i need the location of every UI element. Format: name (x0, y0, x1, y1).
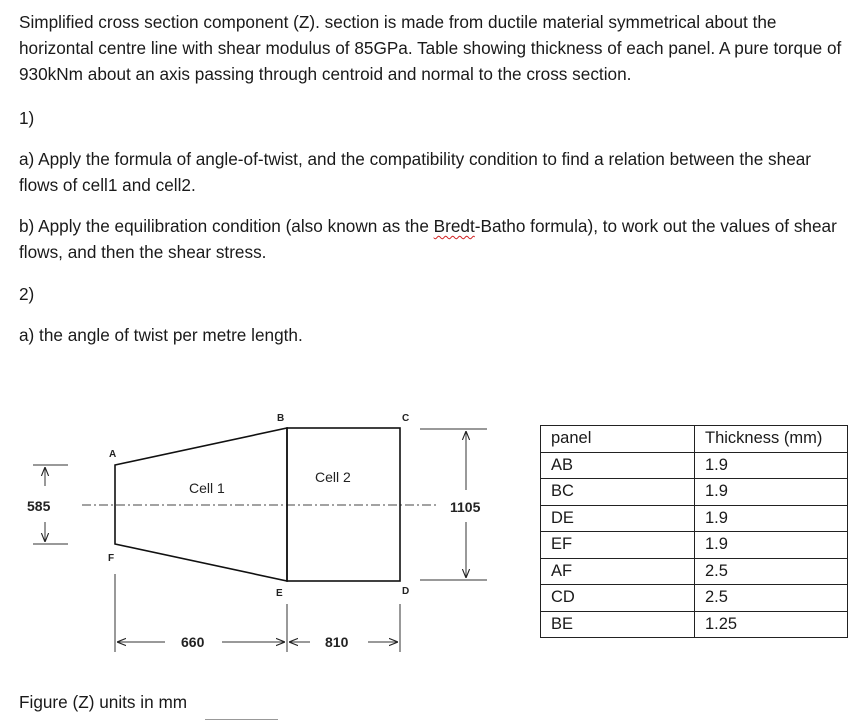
dim-bottom-left-value: 660 (181, 634, 205, 650)
table-row (541, 585, 848, 612)
question-1-label: 1) (19, 108, 35, 128)
point-label-d: D (402, 586, 410, 597)
table-row (541, 505, 848, 532)
dim-bottom-right-value: 810 (325, 634, 349, 650)
cross-section-figure (0, 400, 540, 670)
thickness-cell: 1.9 (695, 479, 848, 506)
question-2-label: 2) (19, 284, 35, 304)
thickness-cell: 2.5 (695, 558, 848, 585)
caption-underline (205, 719, 278, 720)
point-label-b: B (277, 413, 285, 424)
spellcheck-marked-word: Bredt (433, 216, 475, 236)
figure-caption: Figure (Z) units in mm (19, 692, 188, 712)
table-row (541, 558, 848, 585)
dim-right-value: 1105 (450, 499, 481, 515)
cell-2-label: Cell 2 (315, 469, 351, 485)
intro-paragraph: Simplified cross section component (Z). section is made from ductile material symmetrical about the horizontal centre line with shear modulus of 85GPa. Table showing thickness of each panel. A pure torque of 930kNm about an axis passing through centroid and normal to the cross section. (19, 12, 842, 84)
question-1b (19, 213, 854, 265)
table-row (541, 452, 848, 479)
thickness-cell: 1.9 (695, 452, 848, 479)
panel-cell: CD (541, 585, 695, 612)
panel-cell: AF (541, 558, 695, 585)
cell-1-label: Cell 1 (189, 480, 225, 496)
point-label-a: A (109, 449, 117, 460)
thickness-cell: 1.9 (695, 505, 848, 532)
panel-cell: DE (541, 505, 695, 532)
panel-cell: BC (541, 479, 695, 506)
question-1a: a) Apply the formula of angle-of-twist, and the compatibility condition to find a relation between the shear flows of cell1 and cell2. (19, 149, 812, 195)
table-header-cell: panel (541, 426, 695, 453)
question-1b-text-start: b) Apply the equilibration condition (also known as the (19, 216, 434, 236)
table-header-cell: Thickness (mm) (695, 426, 848, 453)
table-header-row (541, 426, 848, 453)
panel-cell: AB (541, 452, 695, 479)
panel-cell: BE (541, 611, 695, 638)
dim-left-value: 585 (27, 498, 51, 514)
thickness-cell: 1.25 (695, 611, 848, 638)
table-row (541, 479, 848, 506)
question-1b-text-end: -Batho formula), to work out the values of shear flows, and then the shear stress. (19, 216, 837, 262)
table-row (541, 532, 848, 559)
panel-cell: EF (541, 532, 695, 559)
thickness-table (540, 425, 848, 638)
point-label-e: E (276, 588, 283, 599)
table-row (541, 611, 848, 638)
point-label-c: C (402, 413, 410, 424)
thickness-cell: 2.5 (695, 585, 848, 612)
thickness-cell: 1.9 (695, 532, 848, 559)
point-label-f: F (108, 553, 115, 564)
question-2a: a) the angle of twist per metre length. (19, 325, 303, 345)
